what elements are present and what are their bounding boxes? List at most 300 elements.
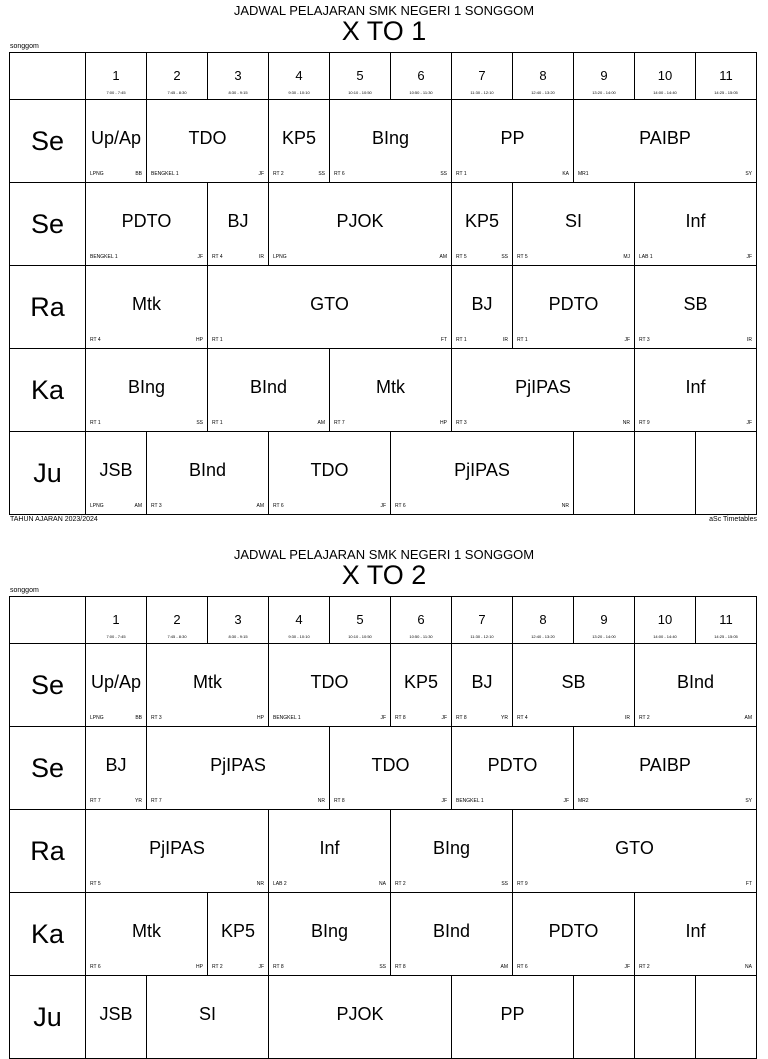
lesson-room: LAB 1 [639,254,653,260]
school-title: JADWAL PELAJARAN SMK NEGERI 1 SONGGOM [233,3,535,18]
lesson-subject: BJ [105,755,127,775]
period-time: 13:20 - 14:00 [592,634,616,639]
lesson-subject: PJOK [336,1004,384,1024]
lesson-teacher: AM [317,420,325,426]
lesson-teacher: BB [135,171,142,177]
lesson-teacher: HP [196,337,203,343]
lesson-cell [451,975,574,1059]
lesson-cell [451,182,513,266]
lesson-cell [85,643,147,727]
lesson-subject: TDO [371,755,410,775]
period-time: 12:40 - 13:20 [531,90,555,95]
lesson-cell [146,431,269,515]
lesson-subject: KP5 [220,921,256,941]
lesson-subject: SB [683,294,708,314]
lesson-cell [451,99,574,183]
lesson-room: MR1 [578,171,589,177]
lesson-subject: GTO [310,294,349,314]
period-header [634,596,696,644]
lesson-room: RT 7 [334,420,345,426]
lesson-cell [85,809,269,893]
lesson-teacher: NR [317,798,325,804]
lesson-subject: PP [500,1004,525,1024]
day-cell [9,431,86,515]
day-cell [9,809,86,893]
lesson-subject: BInd [676,672,715,692]
lesson-subject: PAIBP [639,755,691,775]
day-cell [9,643,86,727]
lesson-room: RT 6 [90,964,101,970]
period-header [451,52,513,100]
empty-lesson-cell [634,431,696,515]
lesson-subject: BJ [227,211,249,231]
day-cell [9,182,86,266]
lesson-subject: TDO [310,672,349,692]
lesson-room: MR2 [578,798,589,804]
lesson-teacher: JF [380,503,386,509]
lesson-cell [390,892,513,976]
lesson-subject: PJOK [336,211,384,231]
lesson-room: RT 2 [395,881,406,887]
day-cell [9,975,86,1059]
lesson-teacher: NR [561,503,569,509]
period-time: 10:50 - 11:30 [409,634,433,639]
lesson-room: RT 6 [273,503,284,509]
empty-lesson-cell [695,975,757,1059]
period-header [85,596,147,644]
day-label: Se [30,669,65,700]
day-label: Ra [30,835,65,866]
period-header [329,52,391,100]
lesson-teacher: YR [501,715,508,721]
lesson-cell [268,975,452,1059]
lesson-cell [634,265,757,349]
period-number: 7 [478,612,486,627]
lesson-cell [451,643,513,727]
lesson-subject: BJ [471,294,493,314]
lesson-room: RT 8 [334,798,345,804]
period-header [329,596,391,644]
period-time: 14:00 - 14:40 [653,90,677,95]
day-label: Se [30,752,65,783]
lesson-teacher: JF [380,715,386,721]
lesson-room: BENGKEL 1 [273,715,301,721]
lesson-cell [146,99,269,183]
lesson-room: RT 3 [456,420,467,426]
lesson-cell [634,643,757,727]
lesson-subject: JSB [99,460,133,480]
lesson-room: RT 1 [517,337,528,343]
lesson-subject: Inf [685,377,706,397]
period-time: 10:10 - 10:50 [348,634,372,639]
lesson-teacher: AM [500,964,508,970]
period-number: 2 [173,612,181,627]
lesson-teacher: FT [745,881,752,887]
lesson-room: RT 6 [517,964,528,970]
lesson-subject: PAIBP [639,128,691,148]
academic-year-footer: TAHUN AJARAN 2023/2024 [10,516,98,523]
period-header [512,52,574,100]
period-number: 9 [600,612,608,627]
lesson-cell [634,348,757,432]
period-number: 9 [600,68,608,83]
lesson-subject: PDTO [487,755,538,775]
lesson-cell [268,892,391,976]
lesson-room: RT 3 [151,503,162,509]
lesson-room: RT 1 [456,337,467,343]
place-label: songgom [10,587,39,594]
lesson-room: LAB 2 [273,881,287,887]
lesson-teacher: SY [745,171,752,177]
lesson-subject: KP5 [403,672,439,692]
lesson-cell [85,975,147,1059]
lesson-room: BENGKEL 1 [151,171,179,177]
day-cell [9,726,86,810]
period-number: 3 [234,68,242,83]
lesson-subject: TDO [188,128,227,148]
empty-lesson-cell [634,975,696,1059]
lesson-cell [634,182,757,266]
lesson-teacher: AM [256,503,264,509]
period-time: 10:10 - 10:50 [348,90,372,95]
period-header [634,52,696,100]
day-label: Ju [33,457,62,488]
lesson-subject: PjIPAS [454,460,510,480]
period-time: 12:40 - 13:20 [531,634,555,639]
lesson-cell [512,265,635,349]
period-number: 11 [719,68,733,83]
period-number: 7 [478,68,486,83]
lesson-teacher: JF [197,254,203,260]
lesson-subject: Mtk [376,377,405,397]
period-time: 7:45 - 8:30 [167,634,187,639]
period-header [390,596,452,644]
lesson-subject: BInd [432,921,471,941]
day-cell [9,892,86,976]
lesson-room: RT 5 [517,254,528,260]
period-number: 1 [112,612,120,627]
day-label: Ra [30,291,65,322]
lesson-subject: PP [500,128,525,148]
lesson-teacher: SS [501,881,508,887]
lesson-room: LPNG [90,171,104,177]
lesson-cell [268,182,452,266]
empty-lesson-cell [573,975,635,1059]
day-label: Ka [30,918,65,949]
lesson-subject: Mtk [132,294,161,314]
period-time: 7:45 - 8:30 [167,90,187,95]
day-label: Ju [33,1001,62,1032]
lesson-teacher: SS [196,420,203,426]
lesson-subject: BInd [188,460,227,480]
lesson-subject: PDTO [121,211,172,231]
lesson-subject: BIng [432,838,471,858]
lesson-teacher: IR [259,254,264,260]
period-number: 3 [234,612,242,627]
period-header [146,52,208,100]
lesson-subject: Inf [319,838,340,858]
lesson-cell [207,892,269,976]
lesson-room: RT 9 [639,420,650,426]
lesson-cell [146,975,269,1059]
lesson-cell [85,892,208,976]
lesson-subject: BIng [310,921,349,941]
period-header [451,596,513,644]
lesson-cell [451,265,513,349]
timetable-grid [10,53,757,515]
lesson-room: RT 1 [90,420,101,426]
period-time: 14:25 - 15:05 [714,634,738,639]
lesson-cell [146,726,330,810]
period-number: 1 [112,68,120,83]
lesson-room: RT 1 [212,337,223,343]
lesson-cell [573,99,757,183]
lesson-room: LPNG [273,254,287,260]
period-time: 13:20 - 14:00 [592,90,616,95]
lesson-subject: Up/Ap [90,128,142,148]
lesson-room: RT 8 [395,964,406,970]
lesson-subject: SB [561,672,586,692]
lesson-room: RT 1 [456,171,467,177]
lesson-subject: Mtk [193,672,222,692]
lesson-teacher: HP [257,715,264,721]
lesson-teacher: AM [134,503,142,509]
period-number: 8 [539,68,547,83]
lesson-subject: KP5 [281,128,317,148]
lesson-room: RT 8 [456,715,467,721]
period-time: 9:30 - 10:10 [288,634,310,639]
period-time: 11:30 - 12:10 [470,634,494,639]
lesson-subject: PDTO [548,921,599,941]
lesson-teacher: MJ [623,254,630,260]
lesson-room: RT 8 [273,964,284,970]
lesson-cell [268,643,391,727]
lesson-subject: PjIPAS [515,377,571,397]
period-number: 5 [356,612,364,627]
lesson-teacher: BB [135,715,142,721]
corner-cell [9,52,86,100]
lesson-teacher: SS [440,171,447,177]
period-header [268,52,330,100]
period-header [573,52,635,100]
lesson-room: LPNG [90,503,104,509]
lesson-room: RT 5 [456,254,467,260]
period-time: 7:00 - 7:45 [106,634,126,639]
period-time: 10:50 - 11:30 [409,90,433,95]
day-cell [9,265,86,349]
lesson-cell [85,99,147,183]
lesson-cell [85,348,208,432]
lesson-teacher: JF [746,420,752,426]
lesson-teacher: IR [503,337,508,343]
lesson-cell [390,809,513,893]
lesson-cell [451,726,574,810]
lesson-cell [85,182,208,266]
lesson-cell [390,431,574,515]
lesson-room: LPNG [90,715,104,721]
lesson-subject: JSB [99,1004,133,1024]
lesson-room: RT 3 [151,715,162,721]
lesson-cell [207,348,330,432]
lesson-room: BENGKEL 1 [456,798,484,804]
lesson-teacher: JF [624,337,630,343]
lesson-subject: BInd [249,377,288,397]
day-label: Ka [30,374,65,405]
lesson-room: RT 2 [212,964,223,970]
place-label: songgom [10,43,39,50]
lesson-teacher: JF [624,964,630,970]
period-header [146,596,208,644]
lesson-cell [329,726,452,810]
period-number: 4 [295,612,303,627]
period-time: 9:30 - 10:10 [288,90,310,95]
lesson-teacher: NA [379,881,386,887]
period-number: 5 [356,68,364,83]
lesson-room: RT 4 [212,254,223,260]
lesson-cell [268,431,391,515]
lesson-teacher: AM [439,254,447,260]
lesson-teacher: IR [625,715,630,721]
lesson-room: RT 7 [151,798,162,804]
lesson-subject: GTO [615,838,654,858]
lesson-cell [207,182,269,266]
lesson-cell [512,892,635,976]
lesson-teacher: SS [379,964,386,970]
lesson-cell [512,643,635,727]
lesson-room: RT 4 [90,337,101,343]
lesson-teacher: NR [256,881,264,887]
corner-cell [9,596,86,644]
period-header [512,596,574,644]
empty-lesson-cell [573,431,635,515]
lesson-teacher: JF [258,171,264,177]
lesson-teacher: JF [746,254,752,260]
lesson-room: RT 6 [334,171,345,177]
period-header [207,52,269,100]
lesson-cell [573,726,757,810]
lesson-cell [268,99,330,183]
lesson-teacher: IR [747,337,752,343]
lesson-cell [451,348,635,432]
lesson-room: RT 3 [639,337,650,343]
lesson-subject: PjIPAS [210,755,266,775]
lesson-subject: SI [198,1004,216,1024]
period-number: 6 [417,612,425,627]
lesson-teacher: SY [745,798,752,804]
lesson-subject: BIng [127,377,166,397]
lesson-room: RT 2 [639,715,650,721]
lesson-subject: Mtk [132,921,161,941]
lesson-room: BENGKEL 1 [90,254,118,260]
lesson-teacher: FT [440,337,447,343]
lesson-room: RT 8 [395,715,406,721]
lesson-room: RT 6 [395,503,406,509]
lesson-teacher: JF [563,798,569,804]
lesson-subject: BJ [471,672,493,692]
school-title: JADWAL PELAJARAN SMK NEGERI 1 SONGGOM [233,547,535,562]
lesson-cell [390,643,452,727]
lesson-cell [329,99,452,183]
period-number: 10 [657,612,673,627]
lesson-teacher: JF [441,798,447,804]
lesson-subject: PjIPAS [149,838,205,858]
period-number: 11 [719,612,733,627]
lesson-subject: BIng [371,128,410,148]
period-time: 14:25 - 15:05 [714,90,738,95]
class-title: X TO 2 [341,560,427,590]
lesson-teacher: HP [440,420,447,426]
lesson-teacher: KA [562,171,569,177]
lesson-teacher: NR [622,420,630,426]
day-cell [9,348,86,432]
period-header [573,596,635,644]
lesson-cell [85,431,147,515]
lesson-room: RT 2 [273,171,284,177]
lesson-teacher: SS [318,171,325,177]
lesson-teacher: SS [501,254,508,260]
period-time: 14:00 - 14:40 [653,634,677,639]
lesson-subject: PDTO [548,294,599,314]
lesson-subject: Inf [685,921,706,941]
lesson-subject: SI [564,211,582,231]
period-number: 10 [657,68,673,83]
period-header [207,596,269,644]
period-header [85,52,147,100]
lesson-room: RT 5 [90,881,101,887]
lesson-teacher: NA [745,964,752,970]
lesson-cell [512,182,635,266]
lesson-subject: KP5 [464,211,500,231]
period-time: 7:00 - 7:45 [106,90,126,95]
lesson-subject: TDO [310,460,349,480]
lesson-cell [146,643,269,727]
software-credit-footer: aSc Timetables [709,516,757,523]
day-label: Se [30,125,65,156]
period-number: 2 [173,68,181,83]
lesson-cell [85,265,208,349]
period-header [695,596,757,644]
lesson-room: RT 2 [639,964,650,970]
lesson-teacher: AM [744,715,752,721]
lesson-cell [207,265,452,349]
lesson-teacher: YR [135,798,142,804]
period-number: 4 [295,68,303,83]
lesson-cell [329,348,452,432]
lesson-room: RT 4 [517,715,528,721]
lesson-subject: Up/Ap [90,672,142,692]
period-time: 8:30 - 9:15 [228,90,248,95]
lesson-cell [85,726,147,810]
lesson-teacher: JF [258,964,264,970]
period-header [390,52,452,100]
period-number: 6 [417,68,425,83]
lesson-cell [268,809,391,893]
day-label: Se [30,208,65,239]
lesson-subject: Inf [685,211,706,231]
lesson-cell [512,809,757,893]
lesson-room: RT 1 [212,420,223,426]
period-header [268,596,330,644]
lesson-cell [634,892,757,976]
lesson-room: RT 9 [517,881,528,887]
period-time: 11:30 - 12:10 [470,90,494,95]
timetable-grid [10,597,757,1059]
lesson-teacher: HP [196,964,203,970]
class-title: X TO 1 [341,16,427,46]
lesson-teacher: JF [441,715,447,721]
period-time: 8:30 - 9:15 [228,634,248,639]
lesson-room: RT 7 [90,798,101,804]
